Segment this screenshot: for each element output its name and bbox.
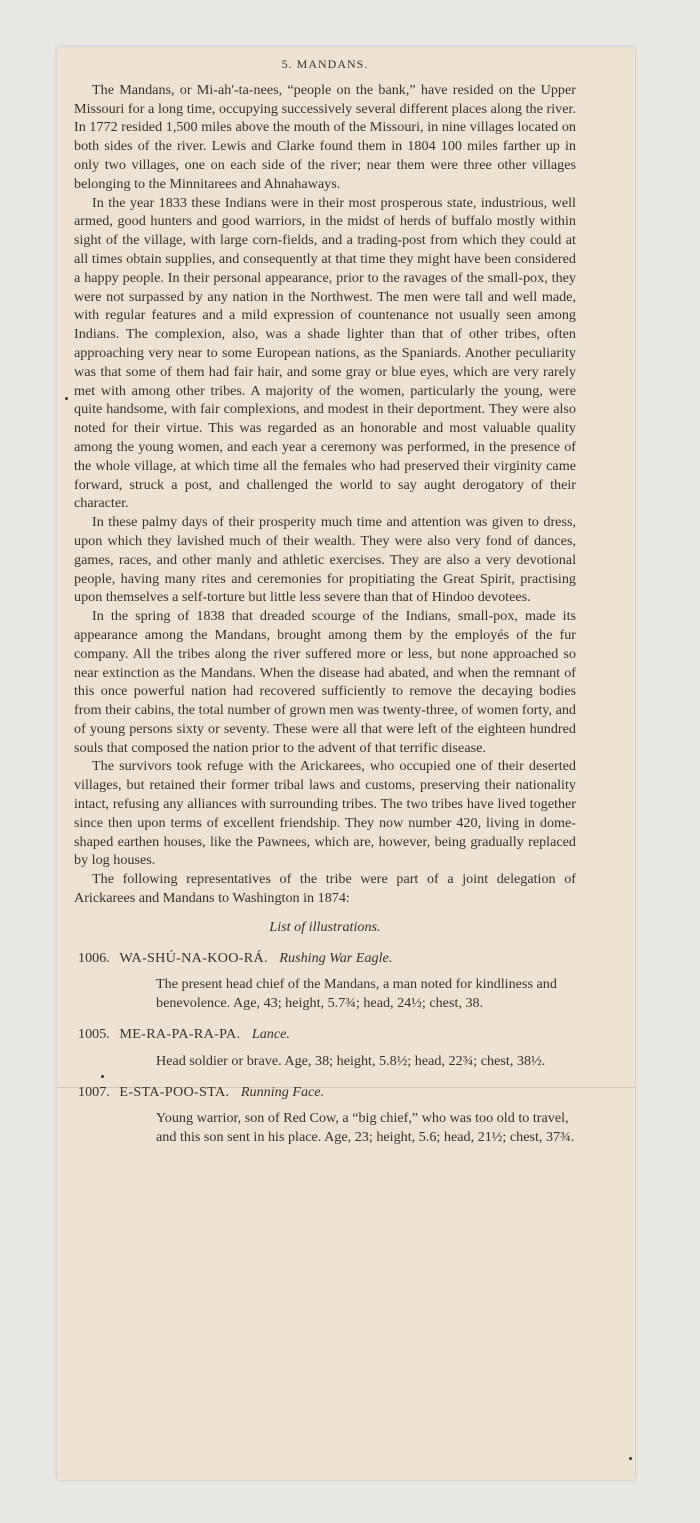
entry-translation: Running Face.	[240, 1083, 325, 1100]
ink-speck	[629, 1457, 632, 1460]
entry-translation: Lance.	[251, 1026, 290, 1043]
list-item	[74, 1025, 576, 1071]
entry-name: E-STA-POO-STA.	[119, 1083, 230, 1100]
entry-translation: Rushing War Eagle.	[279, 949, 393, 966]
entry-number: 1005.	[78, 1026, 110, 1043]
entry-name: ME-RA-PA-RA-PA.	[119, 1026, 241, 1043]
paragraph: In the spring of 1838 that dreaded scourge of the Indians, small-pox, made its appearance among the Mandans, brought among them by the employés of the fur company. All the tribes along the river suffered more or less, but none approached so near extinction as the Mandans. When the disease had abated, and when the remnant of this once powerful nation had recovered sufficiently to remove the decaying bodies from their cabins, the total number of grown men was twenty-three, of women forty, and of young persons sixty or seventy. These were all that were left of the eighteen hundred souls that composed the nation prior to the advent of that terrific disease.	[74, 608, 576, 756]
entry-number: 1006.	[78, 949, 110, 966]
entry-name: WA-SHÚ-NA-KOO-RÁ.	[119, 949, 268, 966]
paragraph: The following representatives of the tribe were part of a joint delegation of Arickarees and Mandans to Washington in 1874:	[74, 871, 576, 907]
list-title: List of illustrations.	[269, 918, 381, 935]
paragraph: The Mandans, or Mi-ah'-ta-nees, “people on the bank,” have resided on the Upper Missouri for a long time, occupying successively several different places along the river. In 1772 resided 1,500 miles above the mouth of the Missouri, in nine villages located on both sides of the river. Lewis and Clarke found them in 1804 100 miles farther up in only two villages, one on each side of the river; near them were three other villages belonging to the Minnitarees and Ahnahaways.	[74, 81, 576, 192]
entry-number: 1007.	[78, 1083, 110, 1100]
paragraph: In these palmy days of their prosperity much time and attention was given to dress, upon which they lavished much of their wealth. They were also very fond of dances, games, races, and other manly and athletic exercises. They are also a very devotional people, having many rites and ceremonies for propitiating the Great Spirit, practising upon themselves a self-torture but little less severe than that of Hindoo devotees.	[74, 514, 576, 606]
entry-description: Young warrior, son of Red Cow, a “big chief,” who was too old to travel, and this son sent in his place. Age, 23; height, 5.6; head, 21½; chest, 37¾.	[156, 1110, 575, 1146]
list-item	[74, 949, 576, 1013]
list-item	[74, 1083, 576, 1147]
entry-header	[74, 1083, 576, 1102]
section-heading: 5. MANDANS.	[281, 57, 369, 71]
paragraph: In the year 1833 these Indians were in their most prosperous state, industrious, well armed, good hunters and good warriors, in the midst of herds of buffalo mostly within sight of the village, with large corn-fields, and a trading-post from which they could at all times obtain supplies, and consequently at that time they might have been considered a happy people. In their personal appearance, prior to the ravages of the small-pox, they were not surpassed by any nation in the Northwest. The men were tall and well made, with regular features and a mild expression of countenance not usually seen among Indians. The complexion, also, was a shade lighter than that of other tribes, often approaching very near to some European nations, as the Spaniards. Another peculiarity was that some of them had fair hair, and some gray or blue eyes, which are very rarely met with among other tribes. A majority of the women, particularly the young, were quite handsome, with fair complexions, and modest in their deportment. They were also noted for their virtue. This was regarded as an honorable and most valuable quality among the young women, and each year a ceremony was performed, in the presence of the whole village, at which time all the females who had preserved their virginity came forward, struck a post, and challenged the world to say aught derogatory of their character.	[74, 194, 576, 512]
entry-header	[74, 949, 576, 968]
entry-description: Head soldier or brave. Age, 38; height, 5.8½; head, 22¾; chest, 38½.	[156, 1052, 546, 1069]
entry-header	[74, 1025, 576, 1044]
document-page	[74, 55, 576, 1159]
paragraph: The survivors took refuge with the Arickarees, who occupied one of their deserted villages, but retained their former tribal laws and customs, preserving their nationality intact, refusing any alliances with surrounding tribes. The two tribes have lived together since then upon terms of excellent friendship. They now number 420, living in dome-shaped earthen houses, like the Pawnees, which are, however, being gradually replaced by log houses.	[74, 758, 576, 869]
entry-description: The present head chief of the Mandans, a man noted for kindliness and benevolence. Age, 43; height, 5.7¾; head, 24½; chest, 38.	[156, 976, 557, 1012]
ink-speck	[65, 397, 68, 400]
